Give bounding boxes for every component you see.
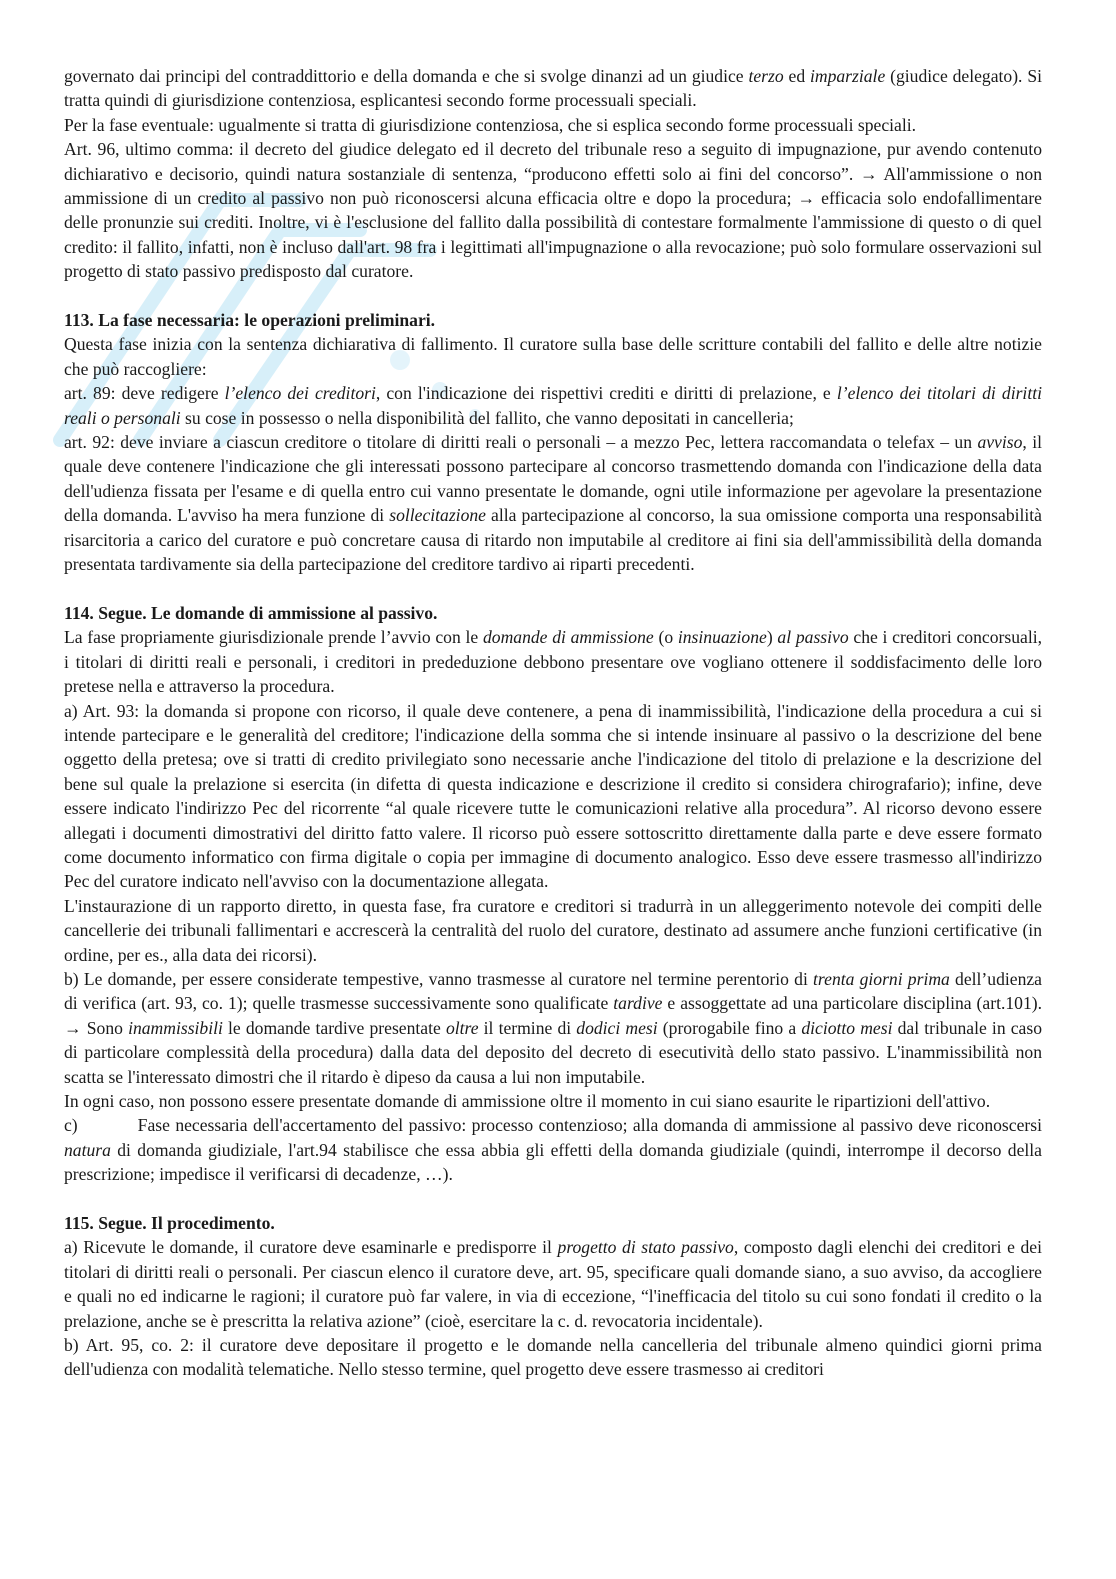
document-body xyxy=(64,64,1042,1382)
intro-paragraph-3: Art. 96, ultimo comma: il decreto del giudice delegato ed il decreto del tribunale reso a seguito di impugnazione, pur avendo contenuto dichiarativo e decisorio, quindi natura sostanziale di sentenza, “producono effetti solo ai fini del concorso”. → All'ammissione o non ammissione di un credito al passivo non può riconoscersi alcuna efficacia oltre e dopo la procedura; → efficacia solo endofallimentare delle pronunzie sui crediti. Inoltre, vi è l'esclusione del fallito dalla possibilità di contestare formalmente l'ammissione di questo o di quel credito: il fallito, infatti, non è incluso dall'art. 98 fra i legittimati all'impugnazione o alla revocazione; può solo formulare osservazioni sul progetto di stato passivo predisposto dal curatore. xyxy=(64,139,1042,282)
section-113-paragraph-art92: art. 92: deve inviare a ciascun creditore o titolare di diritti reali o personali – a mezzo Pec, lettera raccomandata o telefax – un avviso, il quale deve contenere l'indicazione che gli interessati possono partecipare al concorso trasmettendo domanda con l'indicazione della data dell'udienza fissata per l'esame e di quella entro cui vanno presentate le domande, ogni utile informazione per agevolare la presentazione della domanda. L'avviso ha mera funzione di sollecitazione alla partecipazione al concorso, la sua omissione comporta una responsabilità risarcitoria a carico del curatore e può concretare causa di ritardo non imputabile al creditore ai fini sia dell'ammissibilità della domanda presentata tardivamente sia della partecipazione del creditore tardivo ai riparti precedenti. xyxy=(64,432,1042,575)
section-113-heading: 113. La fase necessaria: le operazioni preliminari. xyxy=(64,310,436,331)
section-115-paragraph-a: a) Ricevute le domande, il curatore deve esaminarle e predisporre il progetto di stato passivo, composto dagli elenchi dei creditori e dei titolari di diritti reali o personali. Per ciascun elenco il curatore deve, art. 95, specificare quali domande siano, a suo avviso, da accogliere e quali no ed indicarne le ragioni; il curatore può far valere, in via di eccezione, “l'inefficacia del titolo su cui sono fondati il credito o la prelazione, anche se è prescritta la relativa azione” (cioè, esercitare la c. d. revocatoria incidentale). xyxy=(64,1237,1042,1331)
section-115-paragraph-b: b) Art. 95, co. 2: il curatore deve depositare il progetto e le domande nella cancelleria del tribunale almeno quindici giorni prima dell'udienza con modalità telematiche. Nello stesso termine, quel progetto deve essere trasmesso ai creditori xyxy=(64,1335,1042,1380)
section-114-paragraph-ogni-caso: In ogni caso, non possono essere presentate domande di ammissione oltre il momento in cui siano esaurite le ripartizioni dell'attivo. xyxy=(64,1091,991,1112)
section-114-paragraph-a: a) Art. 93: la domanda si propone con ricorso, il quale deve contenere, a pena di inammissibilità, l'indicazione della procedura a cui si intende partecipare e le generalità del creditore; l'indicazione della somma che si intende insinuare al passivo o la descrizione del bene oggetto della pretesa; ove si tratti di credito privilegiato sono necessarie anche l'indicazione del titolo di prelazione e la descrizione del bene sul quale la prelazione si esercita (in difetta di questa indicazione e descrizione il credito si considera chirografario); infine, deve essere indicato l'indirizzo Pec del ricorrente “al quale ricevere tutte le comunicazioni relative alla procedura”. Al ricorso devono essere allegati i documenti dimostrativi del diritto fatto valere. Il ricorso può essere sottoscritto direttamente dalla parte e deve essere formato come documento informatico con firma digitale o copia per immagine di documento analogico. Esso deve essere trasmesso all'indirizzo Pec del curatore indicato nell'avviso con la documentazione allegata. xyxy=(64,700,1042,892)
section-114-paragraph-1: La fase propriamente giurisdizionale prende l’avvio con le domande di ammissione (o insinuazione) al passivo che i creditori concorsuali, i titolari di diritti reali e personali, i creditori in prededuzione debbono presentare ove vogliano ottenere il soddisfacimento delle loro pretese nella e attraverso la procedura. xyxy=(64,627,1042,697)
section-114-paragraph-c: c) Fase necessaria dell'accertamento del passivo: processo contenzioso; alla domanda di ammissione al passivo deve riconoscersi natura di domanda giudiziale, l'art.94 stabilisce che essa abbia gli effetti della domanda giudiziale (quindi, interrompe il decorso della prescrizione; impedisce il verificarsi di decadenze, …). xyxy=(64,1115,1042,1185)
section-114-paragraph-b: b) Le domande, per essere considerate tempestive, vanno trasmesse al curatore nel termine perentorio di trenta giorni prima dell’udienza di verifica (art. 93, co. 1); quelle trasmesse successivamente sono qualificate tardive e assoggettate ad una particolare disciplina (art.101). → Sono inammissibili le domande tardive presentate oltre il termine di dodici mesi (prorogabile fino a diciotto mesi dal tribunale in caso di particolare complessità della procedura) dalla data del deposito del decreto di esecutività dello stato passivo. L'inammissibilità non scatta se l'interessato dimostri che il ritardo è dipeso da causa a lui non imputabile. xyxy=(64,969,1043,1087)
intro-paragraph-1: governato dai principi del contraddittorio e della domanda e che si svolge dinanzi ad un giudice terzo ed imparziale (giudice delegato). Si tratta quindi di giurisdizione contenziosa, esplicantesi secondo forme processuali speciali. xyxy=(64,66,1042,111)
intro-paragraph-2: Per la fase eventuale: ugualmente si tratta di giurisdizione contenziosa, che si esplica secondo forme processuali speciali. xyxy=(64,114,917,135)
section-114-paragraph-instaurazione: L'instaurazione di un rapporto diretto, in questa fase, fra curatore e creditori si tradurrà in un alleggerimento notevole dei compiti delle cancellerie dei tribunali fallimentari e accrescerà la centralità del ruolo del curatore, destinato ad assumere anche funzioni certificative (in ordine, per es., alla data dei ricorsi). xyxy=(64,895,1042,965)
section-113-paragraph-art89: art. 89: deve redigere l’elenco dei creditori, con l'indicazione dei rispettivi crediti e diritti di prelazione, e l’elenco dei titolari di diritti reali o personali su cose in possesso o nella disponibilità del fallito, che vanno depositati in cancelleria; xyxy=(64,383,1042,428)
section-114-heading: 114. Segue. Le domande di ammissione al passivo. xyxy=(64,602,438,623)
section-113-paragraph-1: Questa fase inizia con la sentenza dichiarativa di fallimento. Il curatore sulla base delle scritture contabili del fallito e delle altre notizie che può raccogliere: xyxy=(64,334,1042,379)
section-115-heading: 115. Segue. Il procedimento. xyxy=(64,1213,275,1234)
